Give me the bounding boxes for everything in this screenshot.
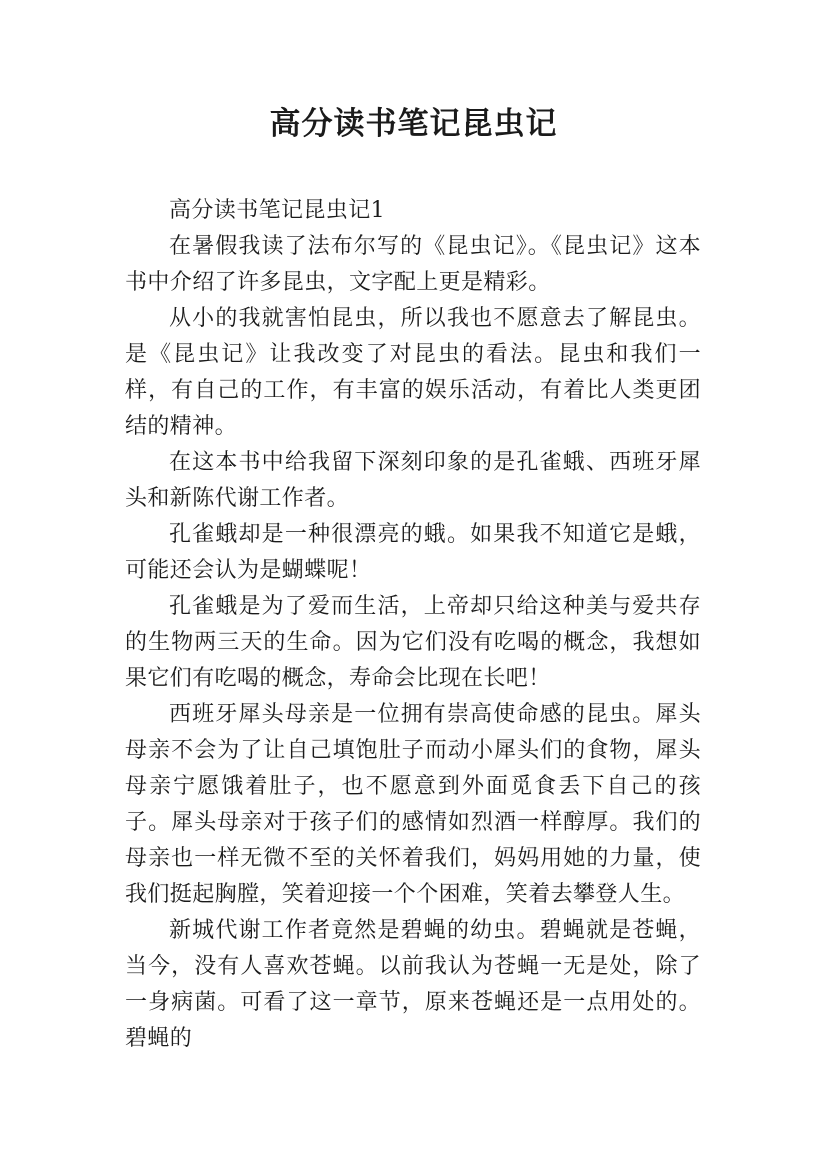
paragraph: 孔雀蛾是为了爱而生活，上帝却只给这种美与爱共存的生物两三天的生命。因为它们没有吃喝的概念，我想如果它们有吃喝的概念，寿命会比现在长吧！ bbox=[125, 594, 701, 691]
paragraph: 从小的我就害怕昆虫，所以我也不愿意去了解昆虫。是《昆虫记》让我改变了对昆虫的看法。昆虫和我们一样，有自己的工作，有丰富的娱乐活动，有着比人类更团结的精神。 bbox=[125, 306, 701, 439]
document-body bbox=[125, 193, 701, 1057]
paragraph: 新城代谢工作者竟然是碧蝇的幼虫。碧蝇就是苍蝇，当今，没有人喜欢苍蝇。以前我认为苍蝇一无是处，除了一身病菌。可看了这一章节，原来苍蝇还是一点用处的。碧蝇的 bbox=[125, 918, 701, 1051]
paragraph-subtitle: 高分读书笔记昆虫记1 bbox=[169, 198, 385, 223]
paragraph: 西班牙犀头母亲是一位拥有崇高使命感的昆虫。犀头母亲不会为了让自己填饱肚子而动小犀头们的食物，犀头母亲宁愿饿着肚子，也不愿意到外面觅食丢下自己的孩子。犀头母亲对于孩子们的感情如烈酒一样醇厚。我们的母亲也一样无微不至的关怀着我们，妈妈用她的力量，使我们挺起胸膛，笑着迎接一个个困难，笑着去攀登人生。 bbox=[125, 702, 701, 907]
paragraph: 在这本书中给我留下深刻印象的是孔雀蛾、西班牙犀头和新陈代谢工作者。 bbox=[125, 450, 701, 511]
paragraph: 在暑假我读了法布尔写的《昆虫记》。《昆虫记》这本书中介绍了许多昆虫，文字配上更是精彩。 bbox=[125, 234, 701, 295]
paragraph: 孔雀蛾却是一种很漂亮的蛾。如果我不知道它是蛾，可能还会认为是蝴蝶呢！ bbox=[125, 522, 701, 583]
document-title: 高分读书笔记昆虫记 bbox=[269, 106, 558, 142]
